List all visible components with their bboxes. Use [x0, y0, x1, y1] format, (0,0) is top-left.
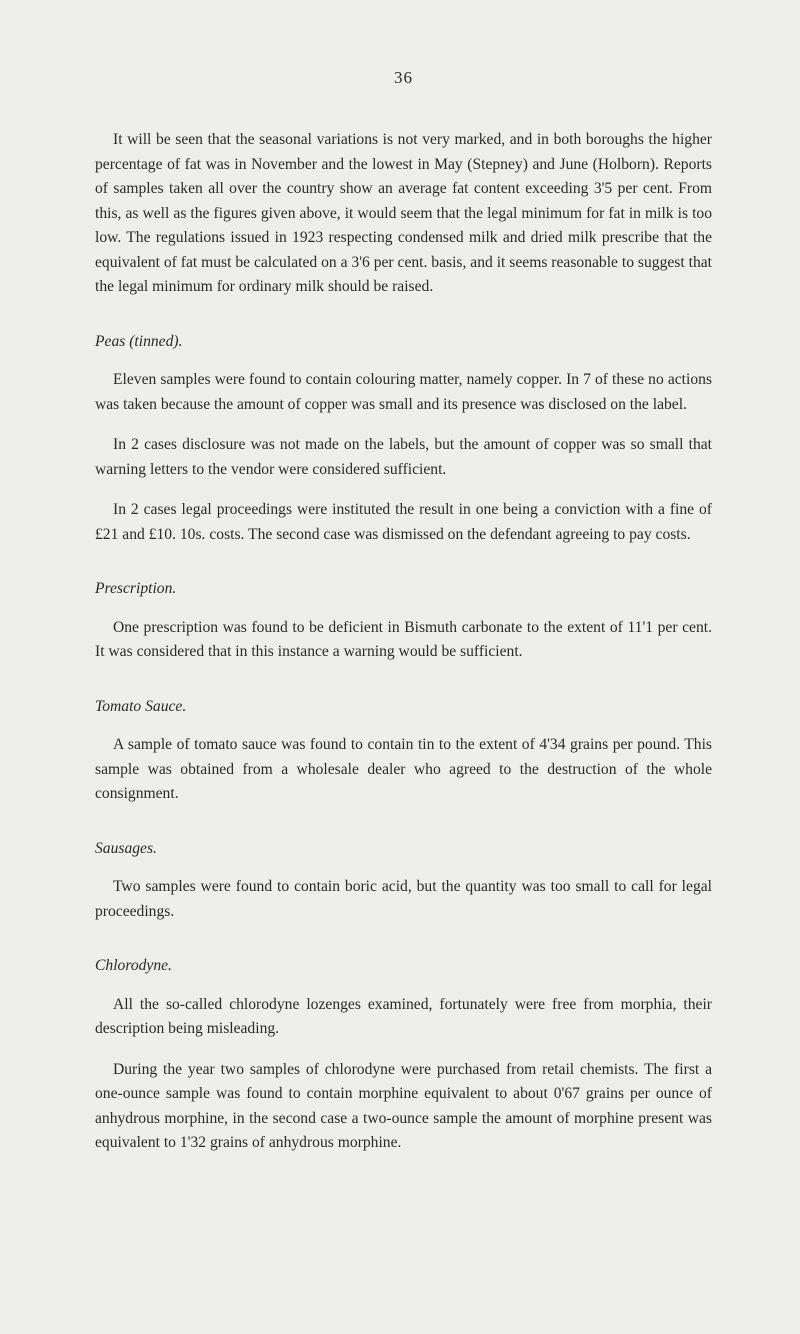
section-sausages: [95, 837, 712, 925]
section-heading: Sausages.: [95, 839, 157, 857]
document-page: [95, 68, 712, 1156]
section-heading: Prescription.: [95, 580, 177, 597]
section-paragraph: Eleven samples were found to contain colouring matter, namely copper. In 7 of these no actions was taken because the amount of copper was small and its presence was disclosed on the label.: [95, 371, 712, 413]
section-heading: Tomato Sauce.: [95, 697, 187, 715]
section-paragraph: All the so-called chlorodyne lozenges examined, fortunately were free from morphia, their description being misleading.: [95, 995, 712, 1037]
section-paragraph: A sample of tomato sauce was found to contain tin to the extent of 4'34 grains per pound. This sample was obtained from a wholesale dealer who agreed to the destruction of the whole consignment.: [95, 736, 712, 802]
section-tomato-sauce: [95, 695, 712, 807]
section-prescription: [95, 577, 712, 665]
section-paragraph: In 2 cases legal proceedings were instituted the result in one being a conviction with a fine of £21 and £10. 10s. costs. The second case was dismissed on the defendant agreeing to pay costs.: [95, 501, 712, 543]
section-paragraph: Two samples were found to contain boric acid, but the quantity was too small to call for legal proceedings.: [95, 878, 712, 920]
section-paragraph: During the year two samples of chlorodyne were purchased from retail chemists. The first a one-ounce sample was found to contain morphine equivalent to about 0'67 grains per ounce of anhydrous morphine, in the second case a two-ounce sample the amount of morphine present was equivalent to 1'32 grains of anhydrous morphine.: [95, 1060, 712, 1151]
intro-paragraph: It will be seen that the seasonal variations is not very marked, and in both boroughs the higher percentage of fat was in November and the lowest in May (Stepney) and June (Holborn). Reports of samples taken all over the country show an average fat content exceeding 3'5 per cent. From this, as well as the figures given above, it would seem that the legal minimum for fat in milk is too low. The regulations issued in 1923 respecting condensed milk and dried milk prescribe that the equivalent of fat must be calculated on a 3'6 per cent. basis, and it seems reasonable to suggest that the legal minimum for ordinary milk should be raised.: [95, 131, 712, 295]
page-number: 36: [394, 68, 413, 87]
section-peas: [95, 330, 712, 548]
section-paragraph: In 2 cases disclosure was not made on the labels, but the amount of copper was so small that warning letters to the vendor were considered sufficient.: [95, 436, 712, 478]
section-chlorodyne: [95, 954, 712, 1156]
section-heading: Peas (tinned).: [95, 332, 183, 350]
section-heading: Chlorodyne.: [95, 957, 172, 974]
section-paragraph: One prescription was found to be deficient in Bismuth carbonate to the extent of 11'1 per cent. It was considered that in this instance a warning would be sufficient.: [95, 618, 712, 660]
